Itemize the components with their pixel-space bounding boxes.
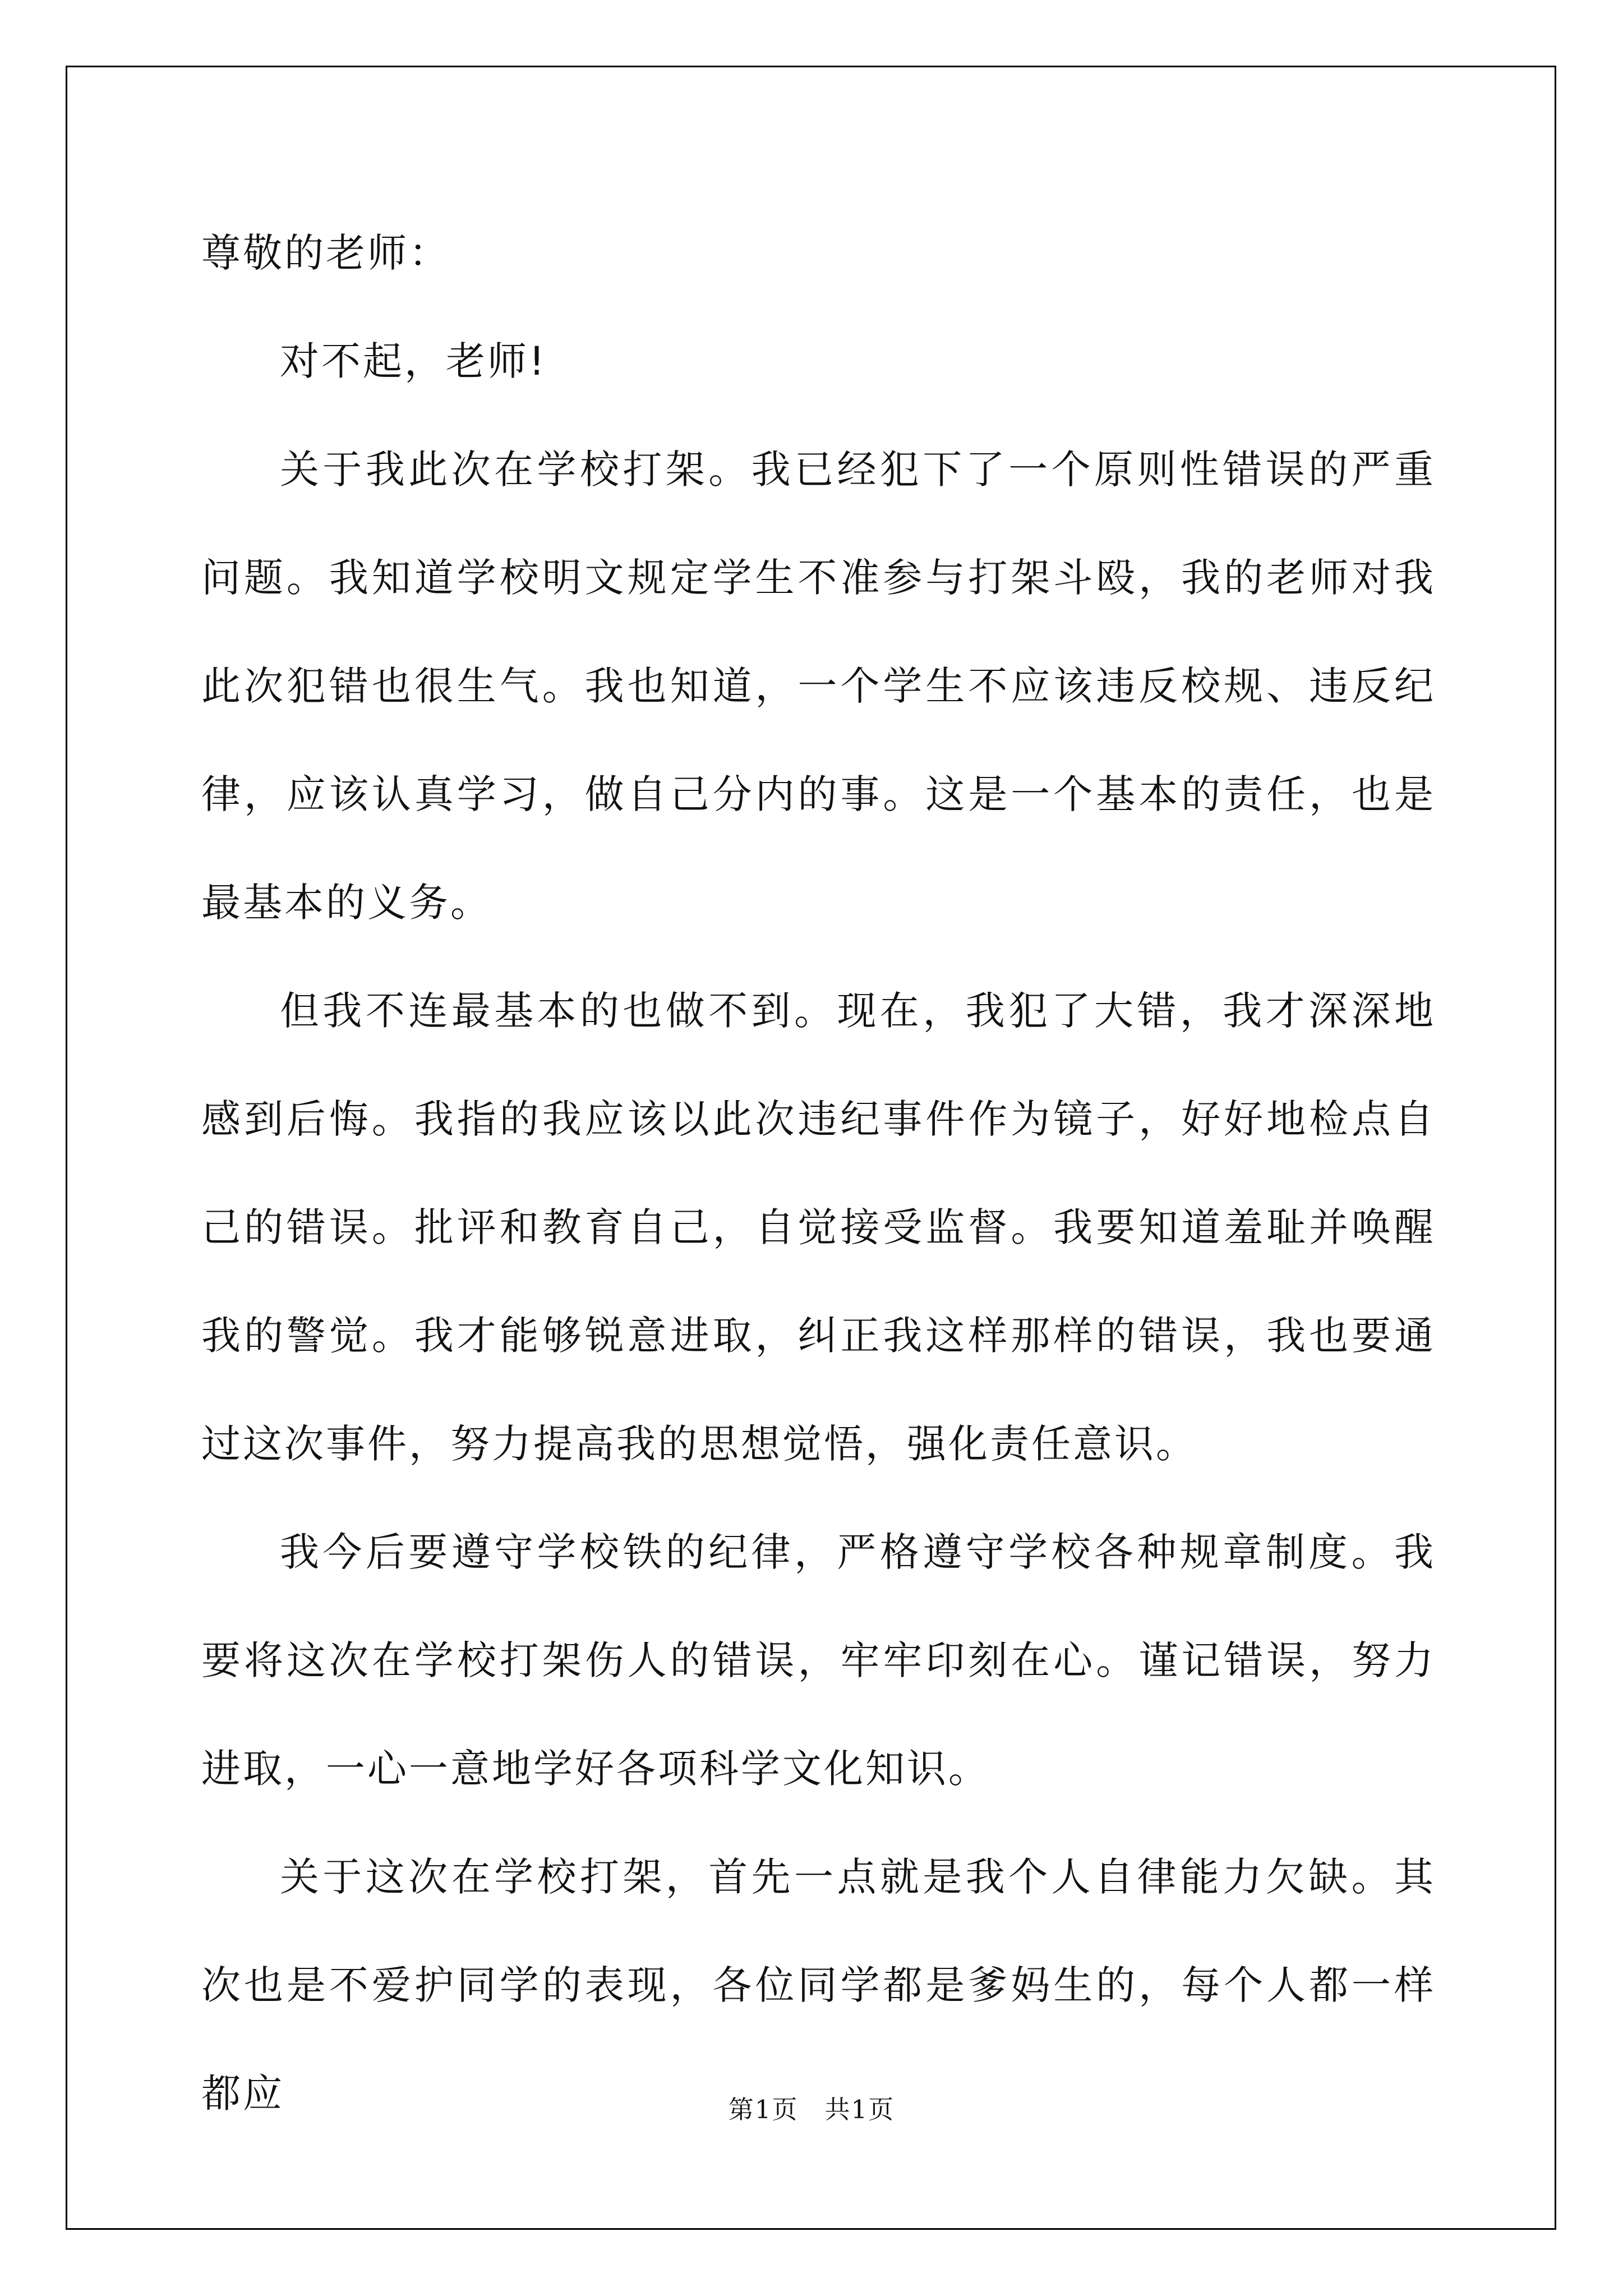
page-footer: 第1页 共1页	[728, 2095, 895, 2124]
paragraph-apology: 对不起，老师!	[280, 338, 547, 384]
salutation: 尊敬的老师：	[201, 230, 450, 276]
paragraph-commitment: 我今后要遵守学校铁的纪律，严格遵守学校各种规章制度。我要将这次在学校打架伤人的错误，牢牢印刻在心。谨记错误，努力进取，一心一意地学好各项科学文化知识。	[201, 1529, 1436, 1792]
document-body	[201, 199, 1436, 2148]
paragraph-regret: 但我不连最基本的也做不到。现在，我犯了大错，我才深深地感到后悔。我指的我应该以此次违纪事件作为镜子，好好地检点自己的错误。批评和教育自己，自觉接受监督。我要知道羞耻并唤醒我的警觉。我才能够锐意进取，纠正我这样那样的错误，我也要通过这次事件，努力提高我的思想觉悟，强化责任意识。	[201, 988, 1436, 1467]
paragraph-reflection: 关于这次在学校打架，首先一点就是我个人自律能力欠缺。其次也是不爱护同学的表现，各位同学都是爹妈生的，每个人都一样都应	[201, 1854, 1436, 2116]
paragraph-incident: 关于我此次在学校打架。我已经犯下了一个原则性错误的严重问题。我知道学校明文规定学生不准参与打架斗殴，我的老师对我此次犯错也很生气。我也知道，一个学生不应该违反校规、违反纪律，应该认真学习，做自己分内的事。这是一个基本的责任，也是最基本的义务。	[201, 447, 1436, 926]
